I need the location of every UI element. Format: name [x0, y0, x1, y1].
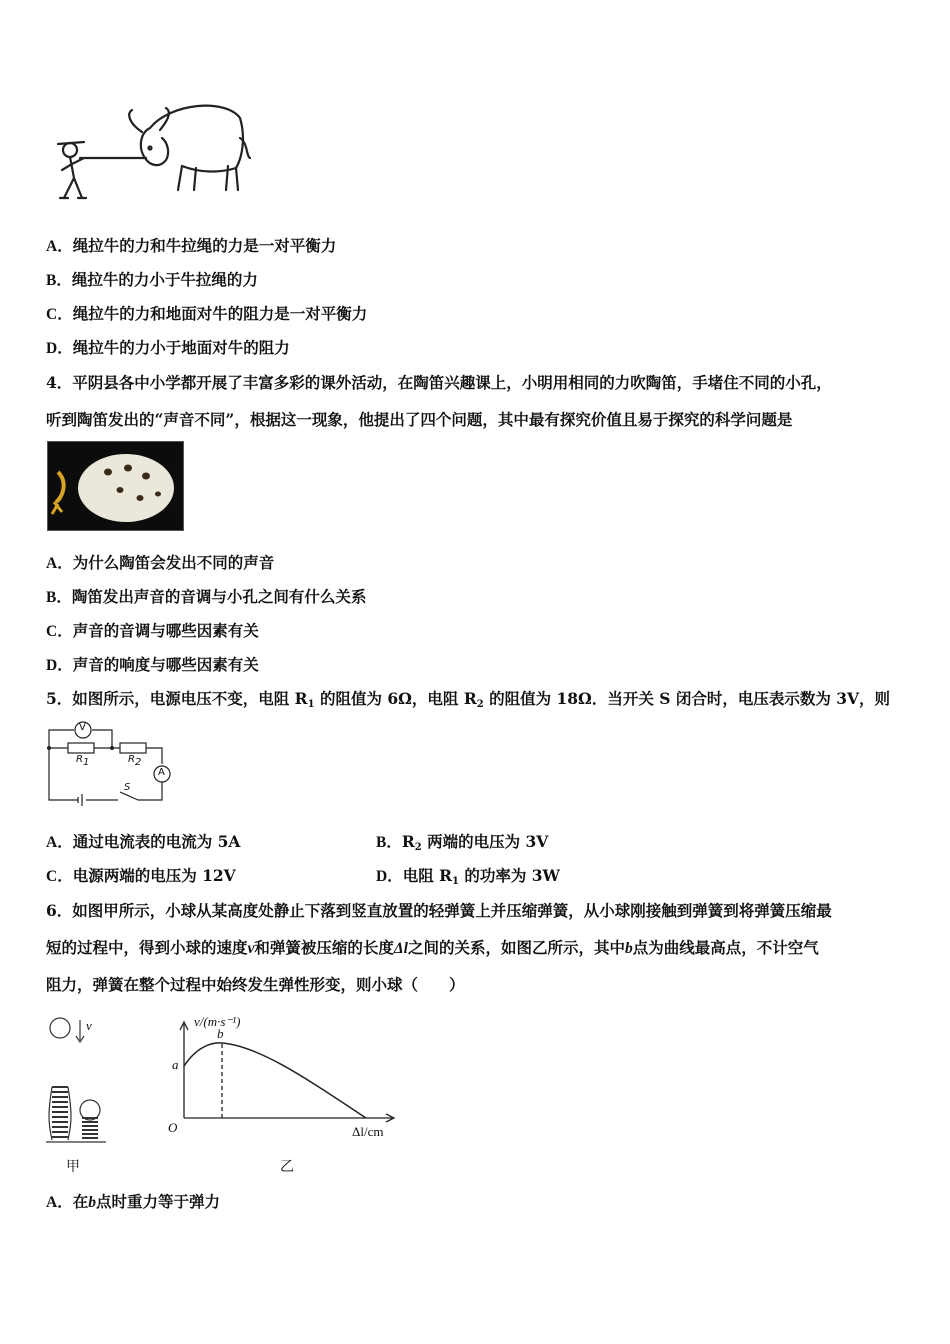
q4-option-a-label: A．: [46, 555, 73, 572]
ball-top: [50, 1018, 70, 1038]
q3-option-d-label: D．: [46, 340, 73, 357]
q4-option-d[interactable]: [46, 655, 259, 676]
q6-line2-v: v: [247, 940, 255, 957]
q5-stem: [46, 689, 890, 715]
q3-option-b-text: 绳拉牛的力小于牛拉绳的力: [71, 270, 258, 289]
q5-option-b-sub: 2: [414, 842, 422, 853]
q4-option-c[interactable]: [46, 621, 259, 642]
q3-option-d[interactable]: [46, 338, 290, 359]
q5-stem-b: 的阻值为 6Ω，电阻 R: [314, 689, 477, 708]
q4-option-b[interactable]: [46, 587, 366, 608]
r2-label: [128, 754, 141, 768]
q5-option-d[interactable]: [376, 866, 560, 892]
q6-line2-c: 之间的关系，如图乙所示，其中: [407, 938, 625, 957]
q5-stem-sub1: 1: [307, 699, 315, 710]
q3-option-b-label: B．: [46, 272, 72, 289]
q5-option-b[interactable]: [376, 832, 548, 858]
q4-option-a[interactable]: [46, 553, 274, 574]
q3-option-d-text: 绳拉牛的力小于地面对牛的阻力: [72, 338, 290, 357]
fig-yi-caption: 乙: [280, 1159, 294, 1175]
q3-option-c-label: C．: [46, 306, 73, 323]
q4-stem-line-2: 听到陶笛发出的“声音不同”，根据这一现象，他提出了四个问题，其中最有探究价值且易于探究的科学问题是: [46, 410, 793, 429]
ammeter-label: A: [158, 767, 165, 778]
ocarina-photo: [47, 441, 184, 531]
fig-jia-v-label: v: [86, 1018, 92, 1033]
q5-option-a-label: A．: [46, 834, 73, 851]
voltmeter-label: V: [79, 722, 86, 733]
q3-option-a-text: 绳拉牛的力和牛拉绳的力是一对平衡力: [72, 236, 337, 255]
q5-option-c-text: 电源两端的电压为 12V: [72, 866, 236, 885]
q6-line2-b-point: b: [624, 940, 633, 957]
q6-stem-line-1: 6．如图甲所示，小球从某高度处静止下落到竖直放置的轻弹簧上并压缩弹簧，从小球刚接触到弹簧到将弹簧压缩最: [46, 901, 832, 920]
q5-option-d-pre: 电阻 R: [402, 866, 452, 885]
q5-stem-sub2: 2: [476, 699, 484, 710]
q5-option-b-post: 两端的电压为 3V: [421, 832, 549, 851]
q5-option-b-label: B．: [376, 834, 402, 851]
q5-option-c-label: C．: [46, 868, 73, 885]
q4-option-d-text: 声音的响度与哪些因素有关: [72, 655, 259, 674]
r2-label-text: R: [128, 754, 135, 765]
ball-spring-figure: [44, 1012, 114, 1177]
q6-option-a-label: A．: [46, 1194, 73, 1211]
switch-blade: [120, 792, 138, 800]
circuit-diagram: [44, 720, 174, 806]
r1-label-text: R: [76, 754, 83, 765]
q5-option-d-label: D．: [376, 868, 403, 885]
velocity-curve: [184, 1043, 366, 1118]
q6-stem-line-2: [46, 938, 819, 959]
q4-option-d-label: D．: [46, 657, 73, 674]
fig-jia-caption: 甲: [66, 1159, 80, 1175]
r1-label: [76, 754, 89, 768]
q6-option-a[interactable]: [46, 1192, 220, 1213]
q6-line2-a: 短的过程中，得到小球的速度: [46, 938, 248, 957]
q5-stem-a: 5．如图所示，电源电压不变，电阻 R: [46, 689, 308, 708]
resistor-r1: [68, 743, 94, 753]
q5-option-c[interactable]: [46, 866, 236, 887]
q6-line2-dl: Δl: [393, 940, 408, 957]
velocity-compression-graph: [160, 1016, 400, 1176]
q3-option-c-text: 绳拉牛的力和地面对牛的阻力是一对平衡力: [72, 304, 368, 323]
q4-option-b-label: B．: [46, 589, 72, 606]
q3-option-a[interactable]: [46, 236, 336, 257]
q3-option-c[interactable]: [46, 304, 367, 325]
q6-option-a-post: 点时重力等于弹力: [95, 1192, 220, 1211]
q3-option-a-label: A．: [46, 238, 73, 255]
q5-option-d-post: 的功率为 3W: [458, 866, 560, 885]
graph-a-label: a: [172, 1057, 179, 1072]
q4-option-c-text: 声音的音调与哪些因素有关: [72, 621, 259, 640]
r2-label-sub: 2: [134, 757, 142, 768]
q4-option-a-text: 为什么陶笛会发出不同的声音: [72, 553, 275, 572]
q3-option-b[interactable]: [46, 270, 258, 291]
q6-option-a-b: b: [88, 1194, 96, 1211]
q4-option-b-text: 陶笛发出声音的音调与小孔之间有什么关系: [71, 587, 367, 606]
graph-origin-label: O: [168, 1120, 178, 1135]
q5-option-b-pre: R: [401, 832, 415, 851]
ox-pulling-figure: [50, 98, 255, 208]
q6-option-a-pre: 在: [72, 1192, 89, 1211]
q6-line2-b: 和弹簧被压缩的长度: [254, 938, 394, 957]
q5-option-a[interactable]: [46, 832, 240, 853]
resistor-r2: [120, 743, 146, 753]
switch-label: S: [124, 782, 131, 793]
q4-option-c-label: C．: [46, 623, 73, 640]
q5-option-a-text: 通过电流表的电流为 5A: [72, 832, 241, 851]
graph-b-label: b: [217, 1026, 224, 1041]
q6-stem-line-3: 阻力，弹簧在整个过程中始终发生弹性形变，则小球（ ）: [46, 975, 465, 994]
q5-stem-c: 的阻值为 18Ω．当开关 S 闭合时，电压表示数为 3V，则: [483, 689, 891, 708]
q6-line2-d: 点为曲线最高点，不计空气: [632, 938, 819, 957]
graph-x-label: Δl/cm: [352, 1124, 384, 1139]
q5-option-d-sub: 1: [451, 876, 459, 887]
graph-y-label-text: v/(m·s⁻¹): [194, 1014, 241, 1029]
q4-stem-line-1: 4．平阴县各中小学都开展了丰富多彩的课外活动，在陶笛兴趣课上，小明用相同的力吹陶笛，手堵住不同的小孔，: [46, 373, 832, 392]
r1-label-sub: 1: [82, 757, 90, 768]
